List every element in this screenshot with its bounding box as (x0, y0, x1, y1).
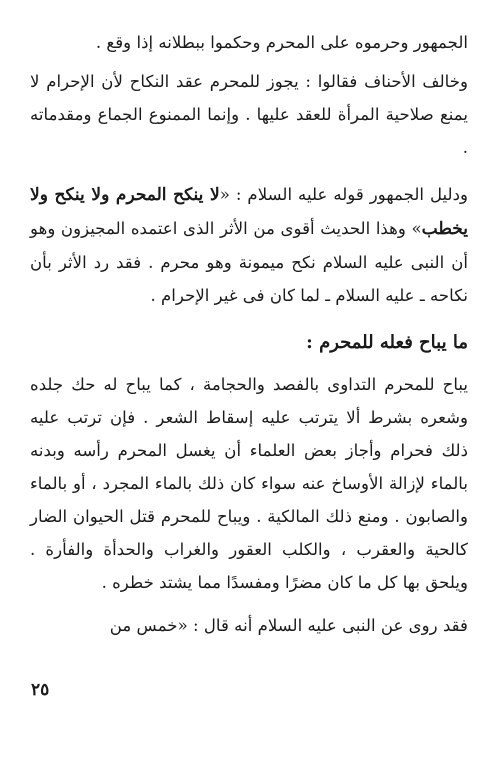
page-body (30, 26, 468, 642)
paragraph-1: الجمهور وحرموه على المحرم وحكموا ببطلانه إذا وقع . (95, 33, 468, 52)
hadith-quote: لا ينكح المحرم ولا ينكح ولا يخطب (30, 185, 468, 239)
paragraph-3-intro: ودليل الجمهور قوله عليه السلام : « (219, 185, 469, 204)
paragraph-3 (30, 178, 468, 312)
page-number: ٢٥ (31, 680, 50, 700)
paragraph-3-rest: » وهذا الحديث أقوى من الأثر الذى اعتمده المجيزون وهو أن النبى عليه السلام نكح ميمونة وهو محرم . فقد رد الأثر بأن نكاحه ـ عليه السلام ـ لما كان فى غير الإحرام . (30, 219, 468, 305)
paragraph-5: فقد روى عن النبى عليه السلام أنه قال : «خمس من (109, 616, 468, 635)
section-heading: ما يباح فعله للمحرم : (306, 332, 468, 353)
paragraph-2: وخالف الأحناف فقالوا : يجوز للمحرم عقد النكاح لأن الإحرام لا يمنع صلاحية المرأة للعقد عليها . وإنما الممنوع الجماع ومقدماته . (30, 72, 468, 157)
paragraph-4: يباح للمحرم التداوى بالفصد والحجامة ، كما يباح له حك جلده وشعره بشرط ألا يترتب عليه إسقاط الشعر . فإن ترتب عليه ذلك فحرام وأجاز بعض العلماء أن يغسل المحرم رأسه وبدنه بالماء لإزالة الأوساخ عنه سواء كان ذلك بالماء المجرد ، أو بالماء والصابون . ومنع ذلك المالكية . ويباح للمحرم قتل الحيوان الضار كالحية والعقرب ، والكلب العقور والغراب والحدأة والفأرة . ويلحق بها كل ما كان مضرًا ومفسدًا مما يشتد خطره . (30, 375, 468, 592)
